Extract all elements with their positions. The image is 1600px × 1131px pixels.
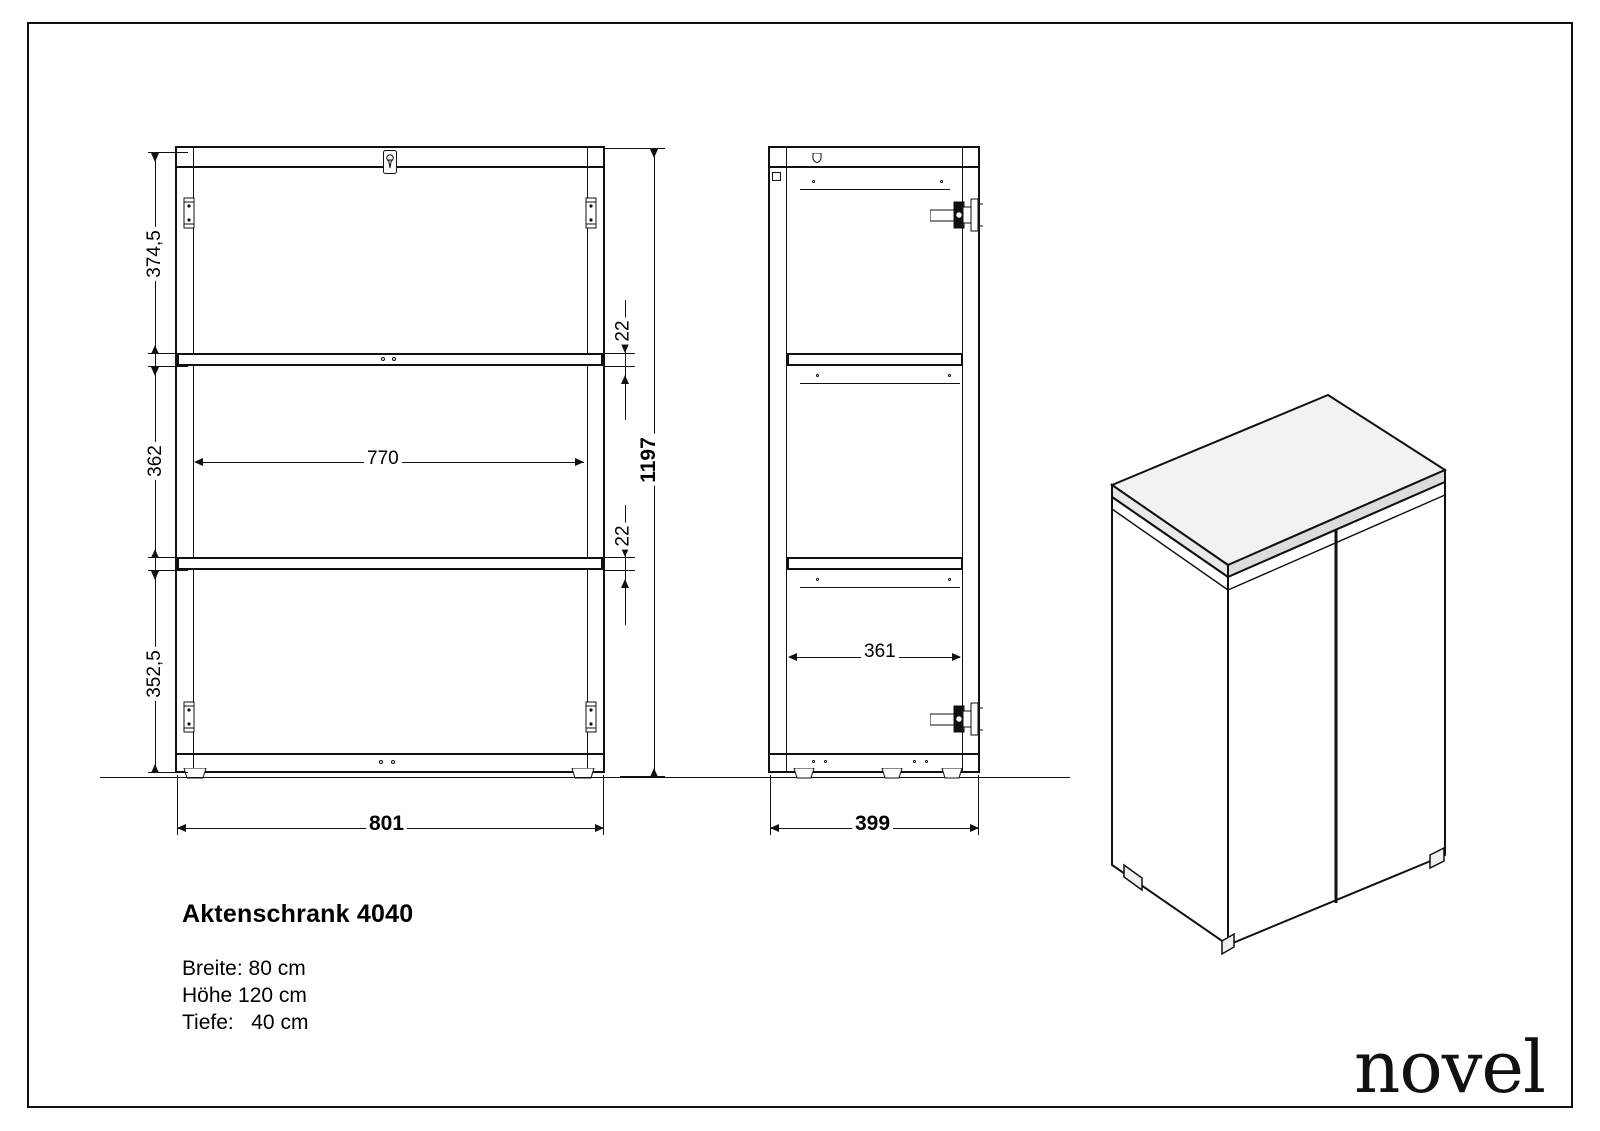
side-shelf-upper <box>787 353 963 366</box>
dim-399: 399 <box>852 812 893 836</box>
dim-22-upper: 22 <box>613 317 635 344</box>
side-carcass-outline <box>768 146 980 773</box>
dowel-hole <box>948 578 951 581</box>
spec-hoehe: Höhe 120 cm <box>182 984 307 1007</box>
dim-arrow <box>770 824 779 832</box>
dim-361: 361 <box>861 641 899 663</box>
dim-362: 362 <box>145 442 167 480</box>
page-title: Aktenschrank 4040 <box>182 900 414 928</box>
side-foot-corner <box>940 767 964 779</box>
side-back-notch <box>772 172 781 181</box>
side-foot-back <box>880 767 904 779</box>
base-hole <box>913 760 916 763</box>
side-top-panel-line <box>770 166 978 168</box>
dim-arrow <box>788 653 797 661</box>
perspective-view <box>1100 385 1500 965</box>
base-hole <box>824 760 827 763</box>
title-block <box>182 900 413 1036</box>
side-bottom-panel-line <box>770 753 978 755</box>
dowel-hole <box>816 374 819 377</box>
side-lock-tab-icon <box>812 153 822 166</box>
dim-374-5: 374,5 <box>144 227 166 281</box>
side-foot-front <box>792 767 816 779</box>
side-front-inner-line <box>786 147 787 772</box>
dim-arrow <box>952 653 961 661</box>
dim-352-5: 352,5 <box>144 647 166 701</box>
hinge-cup-icon <box>930 196 984 234</box>
base-hole <box>925 760 928 763</box>
side-shelf-lower <box>787 557 963 570</box>
hinge-cup-icon <box>930 700 984 738</box>
dowel-hole <box>940 180 943 183</box>
dim-1197: 1197 <box>637 434 661 486</box>
base-hole <box>812 760 815 763</box>
dowel-hole <box>812 180 815 183</box>
side-rail-top <box>800 189 950 190</box>
side-back-inner-line <box>962 147 963 772</box>
dim-770: 770 <box>364 448 402 470</box>
brand-logo: novel <box>1353 1025 1545 1109</box>
dim-801: 801 <box>366 812 407 836</box>
side-rail-upper <box>800 383 960 384</box>
dim-22-lower: 22 <box>613 522 635 549</box>
spec-tiefe: Tiefe: 40 cm <box>182 1011 309 1034</box>
dowel-hole <box>948 374 951 377</box>
dowel-hole <box>816 578 819 581</box>
spec-breite: Breite: 80 cm <box>182 957 306 980</box>
side-rail-lower <box>800 587 960 588</box>
dim-arrow <box>970 824 979 832</box>
